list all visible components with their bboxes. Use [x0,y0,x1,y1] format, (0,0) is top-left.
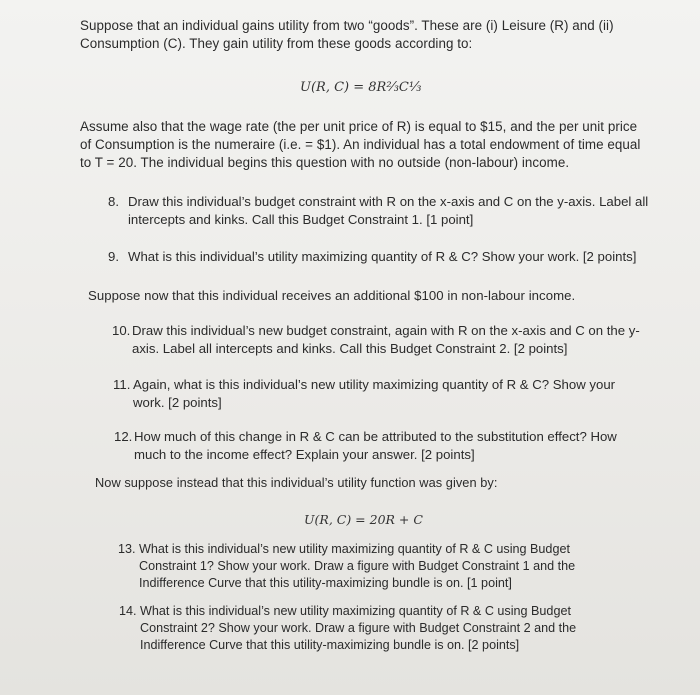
question-text-line: work. [2 points] [133,394,222,410]
question-text-line: Draw this individual’s new budget constraint, again with R on the x-axis and C on the y- [132,323,640,338]
question-14 [119,603,678,654]
question-number: 12. [114,429,133,444]
assume-line-3: to T = 20. The individual begins this question with no outside (non-labour) income. [80,155,570,170]
question-text-line: Indifference Curve that this utility-maximizing bundle is on. [1 point] [139,576,512,590]
question-text-line: Again, what is this individual’s new utility maximizing quantity of R & C? Show your [133,377,616,392]
question-8 [108,193,678,228]
question-text-line: What is this individual’s utility maximizing quantity of R & C? Show your work. [2 points] [128,249,637,264]
question-text-line: Constraint 2? Show your work. Draw a figure with Budget Constraint 2 and the [140,621,577,635]
question-9 [108,248,678,266]
question-text-line: What is this individual’s new utility maximizing quantity of R & C using Budget [140,604,571,618]
question-number: 14. [119,604,137,618]
question-text-line: What is this individual’s new utility maximizing quantity of R & C using Budget [139,542,570,556]
question-text-line: axis. Label all intercepts and kinks. Call this Budget Constraint 2. [2 points] [132,340,568,356]
assume-line-2: of Consumption is the numeraire (i.e. = $1). An individual has a total endowment of time equal [80,137,641,152]
utility-function-cobb-douglas: U(R, C) = 8R²⁄₃C¹⁄₃ [300,80,422,95]
question-number: 11. [113,377,131,392]
question-13 [118,541,678,592]
suppose-now-paragraph: Suppose now that this individual receives an additional $100 in non-labour income. [88,288,576,303]
question-text-line: How much of this change in R & C can be attributed to the substitution effect? How [134,429,617,444]
question-11 [113,376,678,411]
question-text-line: Draw this individual’s budget constraint with R on the x-axis and C on the y-axis. Label all [128,194,649,209]
question-number: 13. [118,542,136,556]
assume-line-1: Assume also that the wage rate (the per unit price of R) is equal to $15, and the per unit price [80,119,638,134]
question-10 [112,322,678,357]
intro-line-2: Consumption (C). They gain utility from these goods according to: [80,36,473,51]
question-text-line: much to the income effect? Explain your answer. [2 points] [134,446,475,462]
intro-line-1: Suppose that an individual gains utility from two “goods”. These are (i) Leisure (R) and (ii) [80,18,614,33]
question-number: 9. [108,249,119,264]
question-text-line: Constraint 1? Show your work. Draw a figure with Budget Constraint 1 and the [139,559,576,573]
intro-paragraph [80,17,680,53]
question-number: 10. [112,323,131,338]
utility-function-linear: U(R, C) = 20R + C [304,512,423,527]
assumption-paragraph [80,118,680,172]
question-12 [114,428,678,463]
question-text-line: Indifference Curve that this utility-maximizing bundle is on. [2 points] [140,638,520,652]
question-text-line: intercepts and kinks. Call this Budget Constraint 1. [1 point] [128,211,474,227]
question-number: 8. [108,194,119,209]
now-suppose-paragraph: Now suppose instead that this individual’s utility function was given by: [95,475,498,490]
